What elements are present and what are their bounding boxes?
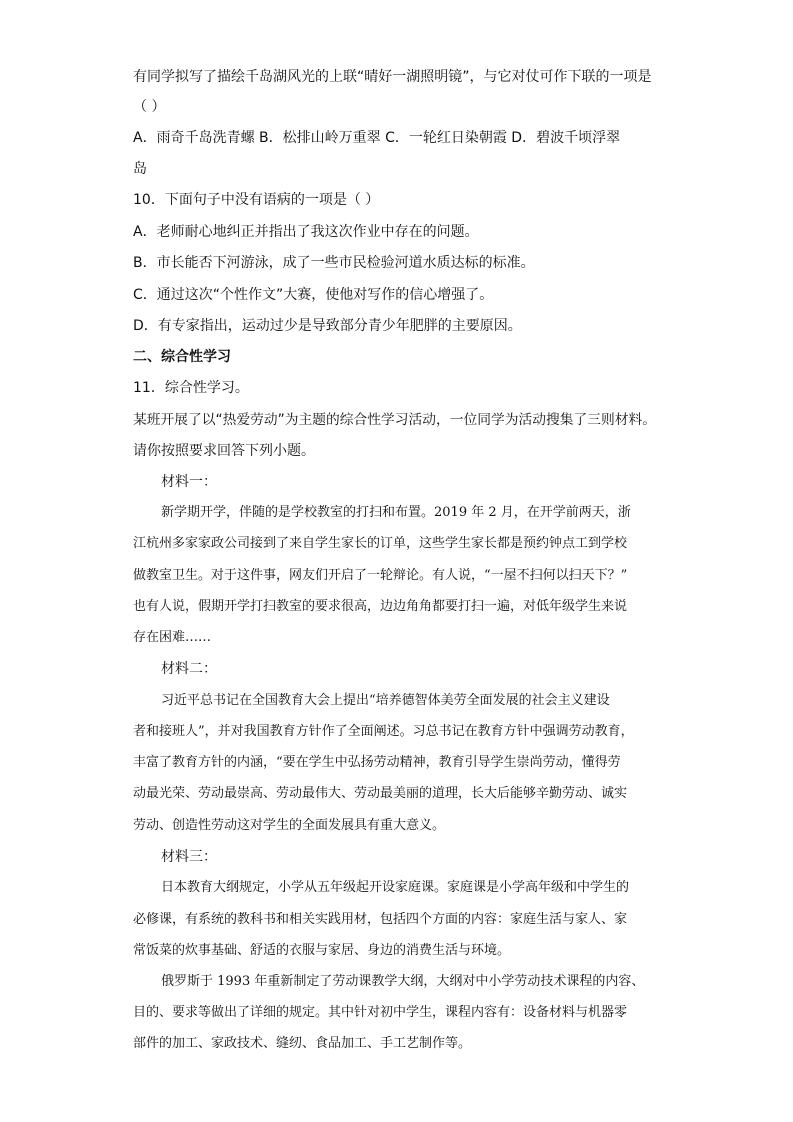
material1-line: 做教室卫生。对于这件事，网友们开启了一轮辩论。有人说，“一屋不扫何以扫天下？” [133, 568, 628, 583]
q9-stem-line2: （ ） [133, 99, 166, 115]
material3-line: 目的、要求等做出了详细的规定。其中针对初中学生，课程内容有：设备材料与机器零 [133, 1005, 628, 1020]
q11-intro-line2: 请你按照要求回答下列小题。 [133, 443, 315, 459]
material2-label: 材料二： [161, 661, 217, 677]
material2-line: 动最光荣、劳动最崇高、劳动最伟大、劳动最美丽的道理，长大后能够辛勤劳动、诚实 [133, 786, 628, 801]
material1-line: 江杭州多家家政公司接到了来自学生家长的订单，这些学生家长都是预约钟点工到学校 [133, 536, 628, 551]
q11-title: 11．综合性学习。 [133, 380, 249, 396]
material1-line: 新学期开学，伴随的是学校教室的打扫和布置。2019 年 2 月，在开学前两天，浙 [161, 505, 631, 520]
q11-intro-line1: 某班开展了以“热爱劳动”为主题的综合性学习活动，一位同学为活动搜集了三则材料。 [133, 412, 656, 428]
q9-stem-line1: 有同学拟写了描绘千岛湖风光的上联“晴好一湖照明镜”，与它对仗可作下联的一项是 [133, 69, 652, 85]
material3-line: 日本教育大纲规定，小学从五年级起开设家庭课。家庭课是小学高年级和中学生的 [161, 880, 630, 895]
q10-stem: 10．下面句子中没有语病的一项是（ ） [133, 192, 380, 208]
material2-line: 者和接班人”，并对我国教育方针作了全面阐述。习总书记在教育方针中强调劳动教育， [133, 724, 634, 739]
material3-line: 部件的加工、家政技术、缝纫、食品加工、手工艺制作等。 [133, 1036, 472, 1051]
q10-option-d: D．有专家指出，运动过少是导致部分青少年肥胖的主要原因。 [133, 318, 522, 334]
material3-line: 常饭菜的炊事基础、舒适的衣服与家居、身边的消费生活与环境。 [133, 943, 511, 958]
q10-option-b: B．市长能否下河游泳，成了一些市民检验河道水质达标的标准。 [133, 255, 535, 271]
material2-line: 劳动、创造性劳动这对学生的全面发展具有重大意义。 [133, 818, 446, 833]
material2-line: 习近平总书记在全国教育大会上提出“培养德智体美劳全面发展的社会主义建设 [161, 693, 610, 708]
material1-line: 存在困难…… [133, 630, 212, 645]
material3-label: 材料三： [161, 849, 217, 865]
q9-options: A．雨奇千岛洗青螺 B．松排山岭万重翠 C．一轮红日染朝霞 D．碧波千顷浮翠 [133, 130, 621, 146]
material2-line: 丰富了教育方针的内涵，“要在学生中弘扬劳动精神，教育引导学生崇尚劳动，懂得劳 [133, 755, 621, 770]
material1-label: 材料一： [161, 474, 217, 490]
material3-line: 必修课，有系统的教科书和相关实践用材，包括四个方面的内容：家庭生活与家人、家 [133, 912, 628, 927]
q10-option-a: A．老师耐心地纠正并指出了我这次作业中存在的问题。 [133, 224, 479, 240]
q9-options-wrap: 岛 [133, 161, 147, 177]
section-heading: 二、综合性学习 [133, 349, 231, 365]
q10-option-c: C．通过这次“个性作文”大赛，使他对写作的信心增强了。 [133, 287, 494, 303]
material1-line: 也有人说，假期开学打扫教室的要求很高，边边角角都要打扫一遍，对低年级学生来说 [133, 599, 628, 614]
material3-line: 俄罗斯于 1993 年重新制定了劳动课教学大纲，大纲对中小学劳动技术课程的内容、 [161, 974, 645, 989]
